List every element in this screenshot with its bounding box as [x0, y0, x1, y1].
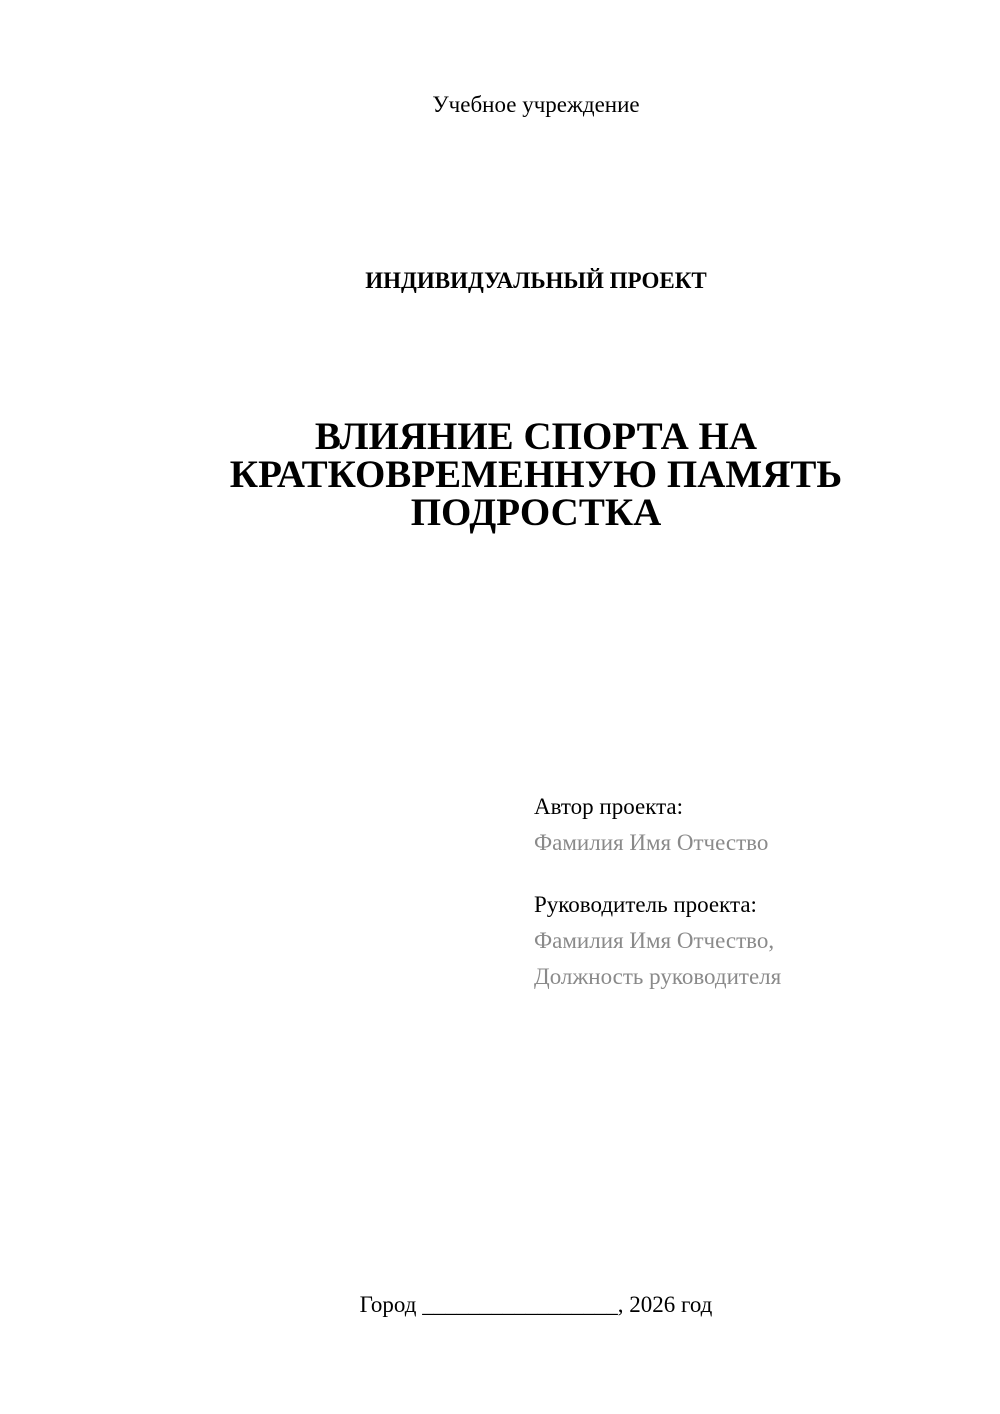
project-title: [0, 415, 1000, 534]
supervisor-label: Руководитель проекта:: [534, 892, 757, 917]
credits-spacer: [534, 861, 974, 887]
project-title-line-1: ВЛИЯНИЕ СПОРТА НА: [314, 415, 758, 458]
institution-name: Учебное учреждение: [432, 92, 640, 117]
project-credits: [534, 789, 974, 995]
city-year-footer: Город _________________, 2026 год: [359, 1292, 713, 1317]
supervisor-position: Должность руководителя: [534, 964, 782, 989]
project-title-line-2: КРАТКОВРЕМЕННУЮ ПАМЯТЬ: [229, 453, 843, 496]
author-name: Фамилия Имя Отчество: [534, 830, 769, 855]
project-type-heading: ИНДИВИДУАЛЬНЫЙ ПРОЕКТ: [365, 268, 707, 293]
project-title-line-3: ПОДРОСТКА: [410, 491, 662, 534]
supervisor-name: Фамилия Имя Отчество,: [534, 928, 775, 953]
author-label: Автор проекта:: [534, 794, 683, 819]
